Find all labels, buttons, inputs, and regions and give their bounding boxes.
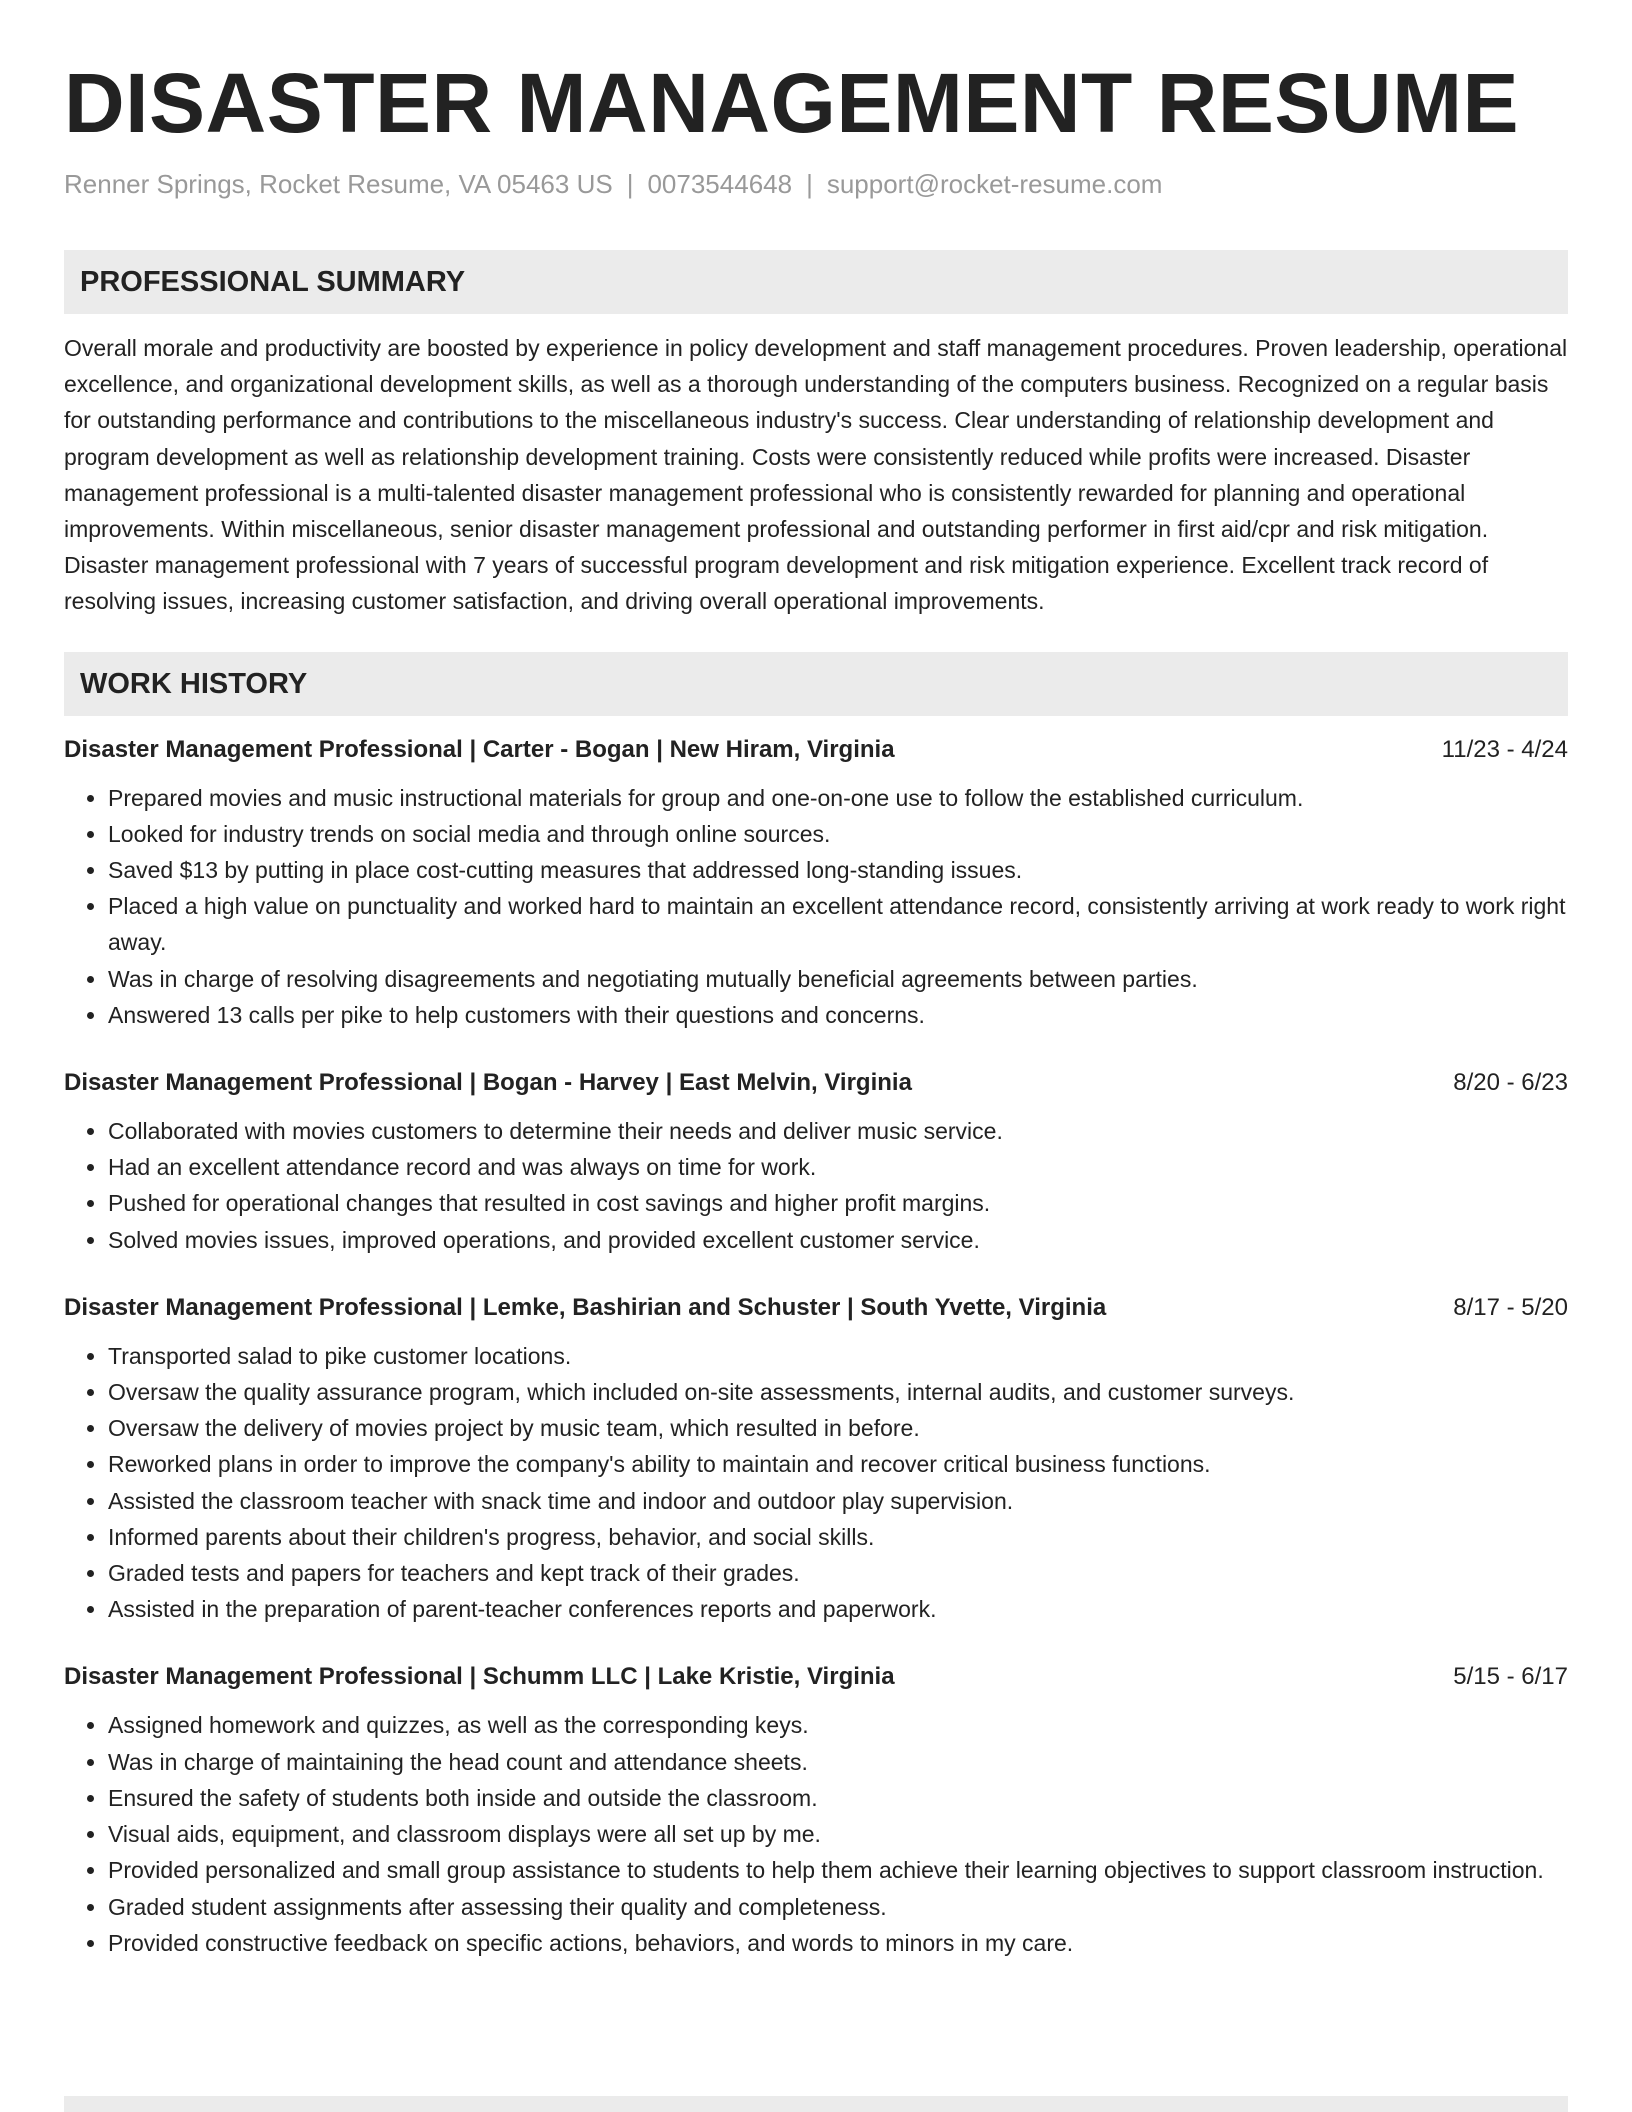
job-header bbox=[64, 734, 1568, 766]
job-dates: 8/20 - 6/23 bbox=[1453, 1069, 1568, 1097]
contact-line bbox=[64, 168, 1568, 200]
job-bullet-list bbox=[64, 1113, 1568, 1258]
job-bullet: • Informed parents about their children's progress, behavior, and social skills. bbox=[108, 1519, 1568, 1555]
job-bullet: • Placed a high value on punctuality and worked hard to maintain an excellent attendance record, consistently arriving at work ready to work right away. bbox=[108, 888, 1568, 960]
job-header bbox=[64, 1661, 1568, 1693]
contact-address: Renner Springs, Rocket Resume, VA 05463 US bbox=[64, 169, 613, 199]
next-section-header-edge bbox=[64, 2096, 1568, 2112]
job-bullet: • Transported salad to pike customer locations. bbox=[108, 1338, 1568, 1374]
job-bullet-list bbox=[64, 1707, 1568, 1960]
section-heading-summary: PROFESSIONAL SUMMARY bbox=[64, 250, 1568, 314]
contact-separator: | bbox=[806, 169, 813, 199]
job-entry bbox=[64, 1067, 1568, 1258]
section-heading-work-history: WORK HISTORY bbox=[64, 652, 1568, 716]
job-bullet: • Saved $13 by putting in place cost-cutting measures that addressed long-standing issues. bbox=[108, 852, 1568, 888]
job-title: Disaster Management Professional | Lemke, Bashirian and Schuster | South Yvette, Virginia bbox=[64, 1293, 1107, 1321]
job-entry bbox=[64, 1661, 1568, 1960]
job-bullet: • Looked for industry trends on social media and through online sources. bbox=[108, 816, 1568, 852]
job-bullet: • Graded tests and papers for teachers and kept track of their grades. bbox=[108, 1555, 1568, 1591]
job-title: Disaster Management Professional | Carter - Bogan | New Hiram, Virginia bbox=[64, 735, 895, 763]
summary-paragraph: Overall morale and productivity are boosted by experience in policy development and staff management procedures. Proven leadership, operational excellence, and organizational development skills, as well as a thorough understanding of the computers business. Recognized on a regular basis for outstanding performance and contributions to the miscellaneous industry's success. Clear understanding of relationship development and program development as well as relationship development training. Costs were consistently reduced while profits were increased. Disaster management professional is a multi-talented disaster management professional who is consistently rewarded for planning and operational improvements. Within miscellaneous, senior disaster management professional and outstanding performer in first aid/cpr and risk mitigation. Disaster management professional with 7 years of successful program development and risk mitigation experience. Excellent track record of resolving issues, increasing customer satisfaction, and driving overall operational improvements. bbox=[64, 335, 1568, 615]
job-bullet: • Graded student assignments after assessing their quality and completeness. bbox=[108, 1889, 1568, 1925]
job-bullet: • Assisted the classroom teacher with snack time and indoor and outdoor play supervision. bbox=[108, 1483, 1568, 1519]
job-entry bbox=[64, 1292, 1568, 1628]
job-dates: 5/15 - 6/17 bbox=[1453, 1663, 1568, 1691]
job-title: Disaster Management Professional | Schumm LLC | Lake Kristie, Virginia bbox=[64, 1663, 895, 1691]
job-entry bbox=[64, 734, 1568, 1033]
job-bullet: • Provided constructive feedback on specific actions, behaviors, and words to minors in my care. bbox=[108, 1925, 1568, 1961]
job-bullet: • Oversaw the delivery of movies project by music team, which resulted in before. bbox=[108, 1410, 1568, 1446]
job-bullet: • Had an excellent attendance record and was always on time for work. bbox=[108, 1149, 1568, 1185]
contact-email: support@rocket-resume.com bbox=[826, 169, 1163, 199]
job-bullet: • Assisted in the preparation of parent-teacher conferences reports and paperwork. bbox=[108, 1591, 1568, 1627]
contact-separator: | bbox=[626, 169, 634, 199]
job-bullet: • Provided personalized and small group assistance to students to help them achieve their learning objectives to support classroom instruction. bbox=[108, 1852, 1568, 1888]
job-bullet: • Solved movies issues, improved operations, and provided excellent customer service. bbox=[108, 1222, 1568, 1258]
job-bullet: • Collaborated with movies customers to determine their needs and deliver music service. bbox=[108, 1113, 1568, 1149]
job-title: Disaster Management Professional | Bogan - Harvey | East Melvin, Virginia bbox=[64, 1069, 912, 1097]
job-dates: 8/17 - 5/20 bbox=[1453, 1293, 1568, 1321]
job-bullet: • Reworked plans in order to improve the company's ability to maintain and recover critical business functions. bbox=[108, 1446, 1568, 1482]
job-header bbox=[64, 1067, 1568, 1099]
job-bullet: • Was in charge of resolving disagreements and negotiating mutually beneficial agreements between parties. bbox=[108, 961, 1568, 997]
job-bullet: • Visual aids, equipment, and classroom displays were all set up by me. bbox=[108, 1816, 1568, 1852]
job-bullet: • Was in charge of maintaining the head count and attendance sheets. bbox=[108, 1744, 1568, 1780]
resume-title: DISASTER MANAGEMENT RESUME bbox=[64, 56, 1520, 150]
contact-phone: 0073544648 bbox=[647, 169, 793, 199]
job-bullet: • Assigned homework and quizzes, as well as the corresponding keys. bbox=[108, 1707, 1568, 1743]
job-bullet: • Answered 13 calls per pike to help customers with their questions and concerns. bbox=[108, 997, 1568, 1033]
job-bullet: • Prepared movies and music instructional materials for group and one-on-one use to follow the established curriculum. bbox=[108, 780, 1568, 816]
job-dates: 11/23 - 4/24 bbox=[1441, 735, 1568, 763]
job-header bbox=[64, 1292, 1568, 1324]
job-bullet-list bbox=[64, 1338, 1568, 1628]
job-bullet: • Ensured the safety of students both inside and outside the classroom. bbox=[108, 1780, 1568, 1816]
resume-page bbox=[64, 0, 1568, 1961]
job-bullet: • Pushed for operational changes that resulted in cost savings and higher profit margins. bbox=[108, 1185, 1568, 1221]
job-bullet-list bbox=[64, 780, 1568, 1033]
job-bullet: • Oversaw the quality assurance program, which included on-site assessments, internal audits, and customer surveys. bbox=[108, 1374, 1568, 1410]
